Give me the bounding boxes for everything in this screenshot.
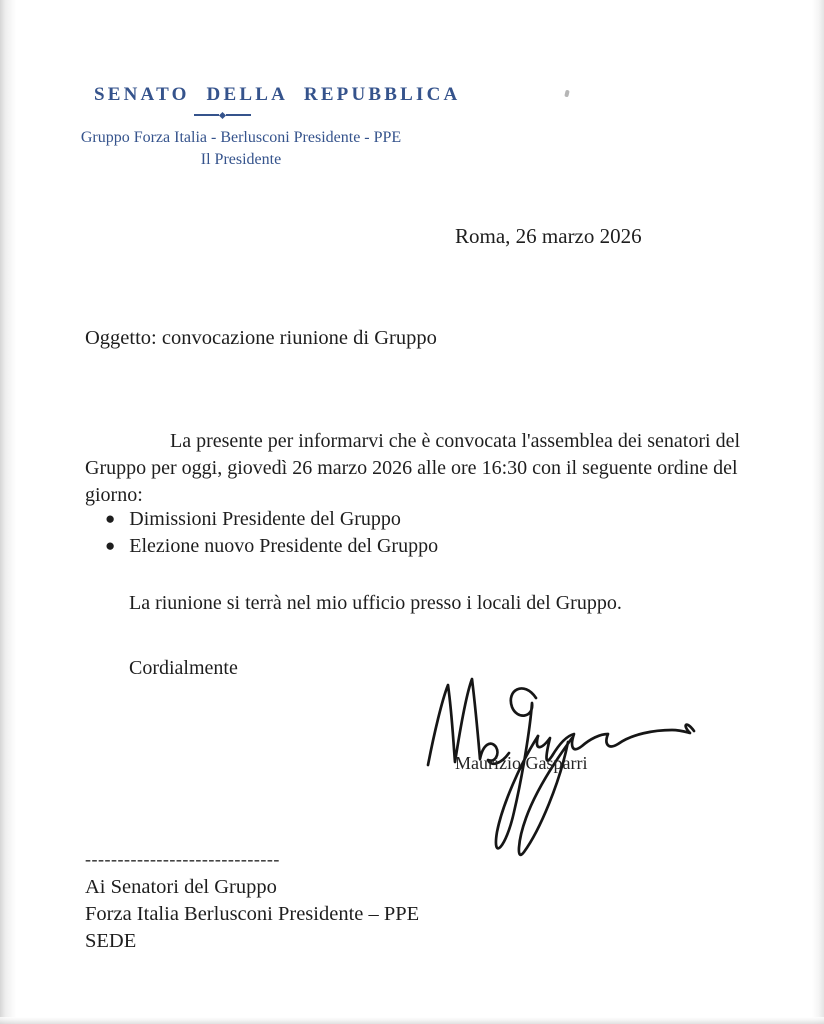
- scan-edge-bottom: [0, 1017, 824, 1024]
- closing-line: Cordialmente: [129, 657, 238, 679]
- recipient-line-1: Ai Senatori del Gruppo: [85, 876, 277, 898]
- subject-line: Oggetto: convocazione riunione di Gruppo: [85, 327, 437, 349]
- agenda-item-text: Elezione nuovo Presidente del Gruppo: [129, 535, 439, 557]
- venue-line: La riunione si terrà nel mio ufficio presso i locali del Gruppo.: [129, 592, 622, 614]
- scan-speck: [564, 90, 570, 98]
- ornament-diamond-icon: [218, 111, 225, 118]
- paragraph-line-1: La presente per informarvi che è convocata l'assemblea dei senatori del: [170, 430, 741, 452]
- agenda-item: [105, 533, 438, 560]
- letterhead-subtitle: [80, 127, 402, 171]
- agenda-item: [105, 506, 438, 533]
- handwritten-signature: [420, 672, 710, 877]
- bullet-icon: ●: [105, 536, 116, 555]
- letterhead-role-line: Il Presidente: [200, 151, 282, 168]
- letterhead-group-line: Gruppo Forza Italia - Berlusconi Presidente - PPE: [80, 129, 402, 146]
- paragraph-line-3: giorno:: [85, 484, 143, 506]
- date-line: Roma, 26 marzo 2026: [455, 224, 642, 248]
- bullet-icon: ●: [105, 509, 116, 528]
- agenda-item-text: Dimissioni Presidente del Gruppo: [129, 508, 401, 530]
- scan-edge-right: [812, 0, 824, 1024]
- recipient-line-3: SEDE: [85, 930, 137, 952]
- recipient-separator: ------------------------------: [85, 849, 280, 869]
- recipient-line-2: Forza Italia Berlusconi Presidente – PPE: [85, 903, 420, 925]
- letterhead-ornament-divider: [190, 111, 254, 119]
- ornament-line-right: [226, 114, 251, 116]
- body-paragraph: [85, 428, 757, 509]
- scan-edge-left: [0, 0, 16, 1024]
- ornament-line-left: [194, 114, 219, 116]
- agenda-list: [105, 506, 438, 560]
- recipient-block: [85, 874, 419, 955]
- paragraph-line-2: Gruppo per oggi, giovedì 26 marzo 2026 alle ore 16:30 con il seguente ordine del: [85, 457, 738, 479]
- signature-printed-name: Maurizio Gasparri: [455, 753, 588, 773]
- letterhead-institution: SENATO DELLA REPUBBLICA: [94, 84, 461, 105]
